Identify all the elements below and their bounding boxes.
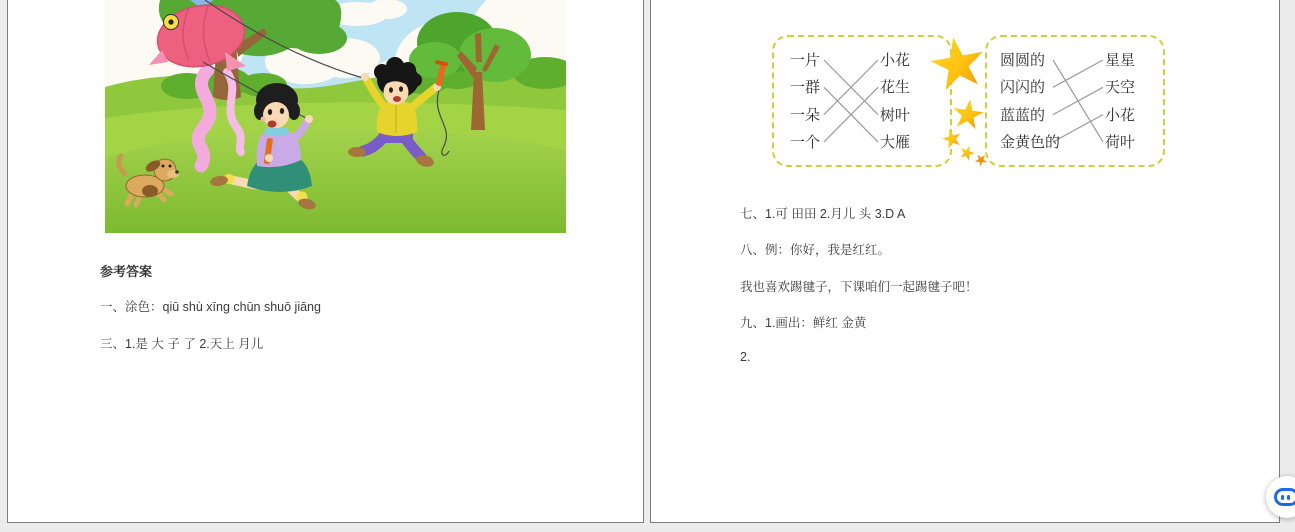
match-word: 闪闪的: [1000, 79, 1046, 97]
foreground-hill: [105, 128, 566, 233]
star-icon: [958, 143, 977, 162]
answer-line: 九、1.画出：鲜红 金黄: [740, 316, 867, 330]
star-icon: [973, 151, 990, 168]
answers-heading: 参考答案: [100, 264, 153, 279]
answer-line: 我也喜欢踢毽子，下课咱们一起踢毽子吧！: [740, 280, 978, 294]
match-word: 金黄色的: [1000, 133, 1061, 151]
match-word: 星星: [1105, 52, 1136, 69]
match-right-column: [880, 47, 910, 156]
match-word: 蓝蓝的: [1000, 106, 1046, 124]
match-right-column: [1105, 47, 1135, 156]
match-left-column: [1000, 47, 1060, 156]
page-right: [650, 0, 1280, 523]
match-left-column: [790, 47, 820, 156]
star-icon: [951, 97, 985, 130]
match-word: 大雁: [880, 133, 911, 151]
kids-kite-illustration: [105, 0, 566, 233]
match-word: 树叶: [880, 106, 911, 124]
match-word: 圆圆的: [1000, 52, 1046, 69]
matching-box-adjectives: [985, 35, 1165, 167]
match-word: 花生: [880, 79, 911, 97]
match-word: 一片: [790, 52, 821, 69]
match-word: 小花: [880, 52, 911, 69]
star-icon: [927, 33, 988, 92]
star-icon: [940, 127, 963, 149]
match-word: 一个: [790, 133, 821, 151]
match-word: 荷叶: [1105, 133, 1136, 151]
answer-line: 2.: [740, 350, 751, 364]
answer-line: 七、1.可 田田 2.月儿 头 3.D A: [740, 207, 906, 221]
page-left: [7, 0, 644, 523]
match-word: 小花: [1105, 106, 1136, 124]
answer-line: 八、例：你好，我是红红。: [740, 243, 891, 257]
ai-chat-icon: [1274, 488, 1295, 506]
stars-decoration: [925, 22, 1007, 174]
match-word: 一群: [790, 79, 821, 97]
match-word: 一朵: [790, 106, 821, 124]
match-word: 天空: [1105, 79, 1136, 97]
answer-line: 一、涂色：qiū shù xīng chūn shuō jiāng: [100, 300, 321, 314]
answer-line: 三、1.是 大 子 了 2.天上 月儿: [100, 337, 264, 351]
